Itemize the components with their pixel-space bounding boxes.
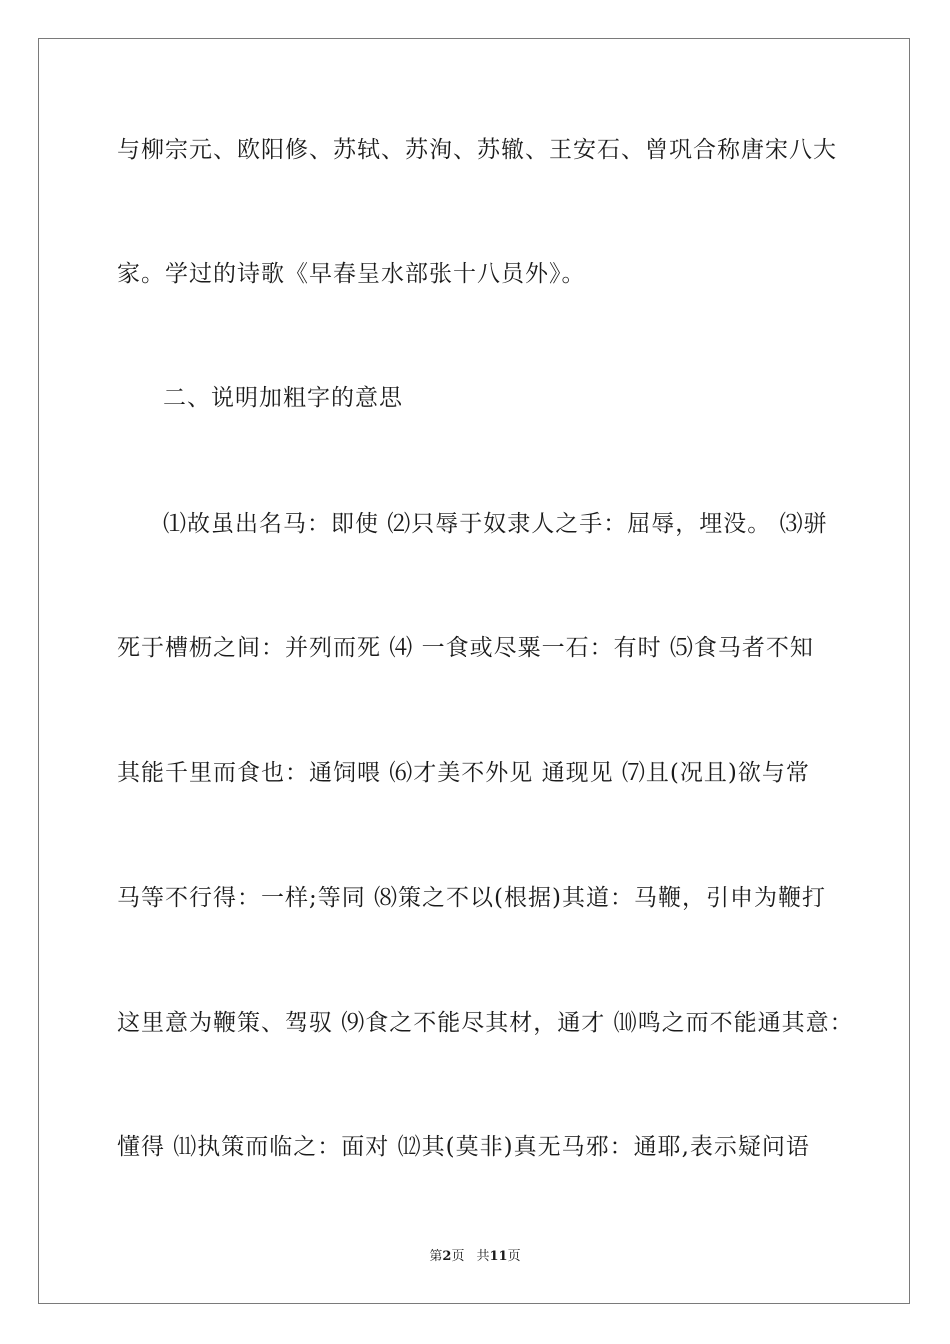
page-border: [38, 38, 910, 1304]
text-line-7: 马等不行得：一样;等同 ⑻策之不以(根据)其道：马鞭，引申为鞭打: [117, 885, 827, 911]
text-line-8: 这里意为鞭策、驾驭 ⑼食之不能尽其材，通才 ⑽鸣之而不能通其意：: [117, 1010, 854, 1036]
footer-total-suffix: 页: [507, 1249, 521, 1264]
text-line-6: 其能千里而食也：通饲喂 ⑹才美不外见 通现见 ⑺且(况且)欲与常: [117, 760, 810, 786]
text-line-9: 懂得 ⑾执策而临之：面对 ⑿其(莫非)真无马邪：通耶,表示疑问语: [117, 1134, 810, 1160]
footer-page-suffix: 页: [451, 1249, 465, 1264]
text-line-5: 死于槽枥之间：并列而死 ⑷ 一食或尽粟一石：有时 ⑸食马者不知: [117, 635, 814, 661]
section-heading: 二、说明加粗字的意思: [163, 385, 403, 411]
footer-total-prefix: 共: [476, 1249, 490, 1264]
footer-page-prefix: 第: [429, 1249, 443, 1264]
footer-total-number: 11: [489, 1249, 508, 1264]
footer-page-number: 2: [442, 1249, 452, 1264]
text-line-4: ⑴故虽出名马：即使 ⑵只辱于奴隶人之手：屈辱，埋没。 ⑶骈: [163, 511, 828, 537]
text-line-2: 家。学过的诗歌《早春呈水部张十八员外》。: [117, 261, 586, 287]
page-footer: [0, 1249, 950, 1265]
text-line-1: 与柳宗元、欧阳修、苏轼、苏洵、苏辙、王安石、曾巩合称唐宋八大: [117, 137, 837, 163]
